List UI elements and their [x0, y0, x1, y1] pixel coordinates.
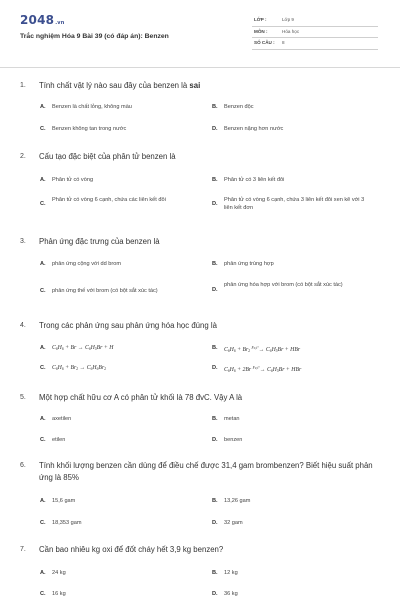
meta-value: 8 — [282, 40, 285, 46]
equation-a: $C_6H_6 + Br \to C_6H_5Br + H$ — [52, 345, 114, 351]
meta-row-count — [252, 38, 378, 50]
question-number: 2. — [20, 153, 26, 160]
header-divider — [0, 67, 400, 68]
question-text: Trong các phản ứng sau phản ứng hóa học đúng là — [39, 321, 217, 330]
question-text: Cấu tạo đặc biệt của phân tử benzen là — [39, 152, 176, 161]
meta-row-class — [252, 15, 378, 27]
site-logo[interactable]: 2048.vn — [20, 13, 65, 27]
question-text: Một hợp chất hữu cơ A có phân tử khối là 78 đvC. Vậy A là — [39, 393, 243, 402]
question-number: 6. — [20, 462, 26, 469]
question-emphasis: sai — [189, 81, 201, 90]
question-number: 4. — [20, 322, 26, 329]
question-text: Tính khối lượng benzen cần dùng để điều chế được 31,4 gam brombenzen? Biết hiệu suất phản ứng là 85% — [39, 461, 373, 482]
meta-label: MÔN : — [254, 28, 268, 34]
page-header — [0, 0, 400, 62]
question-number: 7. — [20, 546, 26, 553]
meta-row-subject — [252, 27, 378, 39]
meta-info-table — [252, 15, 378, 50]
question-text: Cần bao nhiêu kg oxi để đốt cháy hết 3,9 kg benzen? — [39, 545, 224, 554]
meta-value: Hóa học — [282, 28, 300, 34]
question-number: 5. — [20, 394, 26, 401]
page-title: Trắc nghiệm Hóa 9 Bài 39 (có đáp án): Benzen — [20, 33, 169, 40]
meta-label: SỐ CÂU : — [254, 40, 275, 45]
equation-b: $C_6H_6 + Br_2$ $^{Fe,t^\circ}\to C_6H_5Br$ + HBr — [224, 346, 301, 353]
question-number: 3. — [20, 238, 26, 245]
question-text: Tính chất vật lý nào sau đây của benzen là sai — [39, 81, 201, 90]
question-text: Phản ứng đặc trưng của benzen là — [39, 237, 160, 246]
meta-value: Lớp 9 — [282, 17, 294, 23]
equation-c: $C_6H_6 + Br_2 \to C_6H_6Br_2$ — [52, 365, 107, 371]
meta-label: LỚP : — [254, 17, 267, 22]
question-number: 1. — [20, 82, 26, 89]
equation-d: $C_6H_6 + 2Br$ $^{Fe,t^\circ}\to C_6H_5Br$ + HBr — [224, 366, 302, 373]
